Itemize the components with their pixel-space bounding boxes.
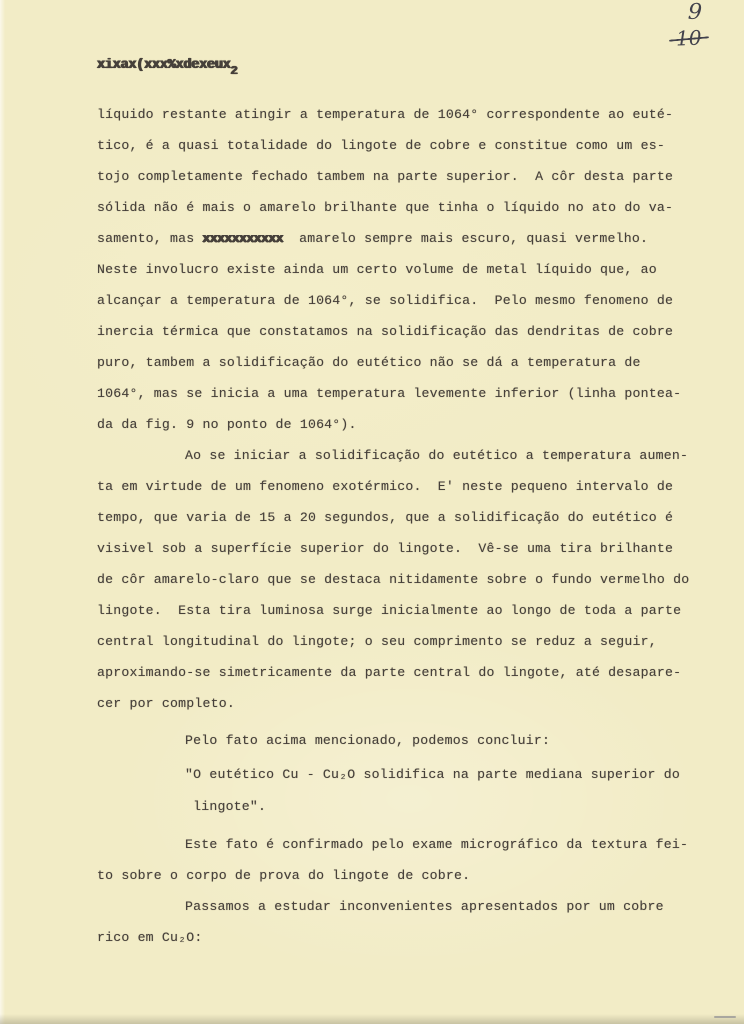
text-line: líquido restante atingir a temperatura de 1064° correspondente ao euté- [97,107,674,122]
text-line: Passamos a estudar inconvenientes apresentados por um cobre [185,899,664,914]
text-line: sólida não é mais o amarelo brilhante que tinha o líquido no ato do va- [97,200,674,215]
text-line: inercia térmica que constatamos na solidificação das dendritas de cobre [97,324,674,339]
text-line: Pelo fato acima mencionado, podemos concluir: [185,733,551,748]
text-line [97,223,677,254]
text-line: tico, é a quasi totalidade do lingote de cobre e constitue como um es- [97,138,665,153]
text-line: "O eutético Cu - Cu₂O solidifica na parte mediana superior do [185,767,680,782]
text-line: tempo, que varia de 15 a 20 segundos, que a solidificação do eutético é [97,510,674,525]
handwritten-page-number: 9 [687,0,703,26]
text-segment: samento, mas [97,231,203,246]
text-line: visivel sob a superfície superior do lingote. Vê-se uma tira brilhante [97,541,674,556]
text-line: da da fig. 9 no ponto de 1064°). [97,417,357,432]
text-line: cer por completo. [97,696,235,711]
text-line: alcançar a temperatura de 1064°, se solidifica. Pelo mesmo fenomeno de [97,293,674,308]
text-segment: amarelo sempre mais escuro, quasi vermelho. [282,231,649,246]
text-line: Ao se iniciar a solidificação do eutético a temperatura aumen- [185,448,689,463]
struck-header-subscript: 2 [230,64,238,78]
text-line: ta em virtude de um fenomeno exotérmico. E' neste pequeno intervalo de [97,479,674,494]
text-lines [97,99,690,953]
struck-out-header-text [97,58,238,78]
scan-left-edge [0,0,5,1024]
crossed-out-page-number: 10 [675,25,702,51]
text-line: tojo completamente fechado tambem na parte superior. A côr desta parte [97,169,674,184]
struck-header-main: xixax(xxx%xdexeux [97,58,231,73]
text-line: lingote. Esta tira luminosa surge inicialmente ao longo de toda a parte [97,603,682,618]
text-line: aproximando-se simetricamente da parte central do lingote, até desapare- [97,665,682,680]
scan-artifact-mark [714,1016,736,1018]
text-line: Neste involucro existe ainda um certo volume de metal líquido que, ao [97,262,657,277]
text-line: lingote". [185,799,267,814]
text-line: central longitudinal do lingote; o seu comprimento se reduz a seguir, [97,634,657,649]
text-line: rico em Cu₂O: [97,930,203,945]
text-line: Este fato é confirmado pelo exame micrográfico da textura fei- [185,837,689,852]
text-line: de côr amarelo-claro que se destaca nitidamente sobre o fundo vermelho do [97,572,690,587]
text-line: to sobre o corpo de prova do lingote de cobre. [97,868,471,883]
scan-bottom-edge [0,1014,744,1024]
text-line: puro, tambem a solidificação do eutético não se dá a temperatura de [97,355,641,370]
struck-out-word: xxxxxxxxxxx [202,231,283,246]
text-line: 1064°, mas se inicia a uma temperatura levemente inferior (linha pontea- [97,386,682,401]
